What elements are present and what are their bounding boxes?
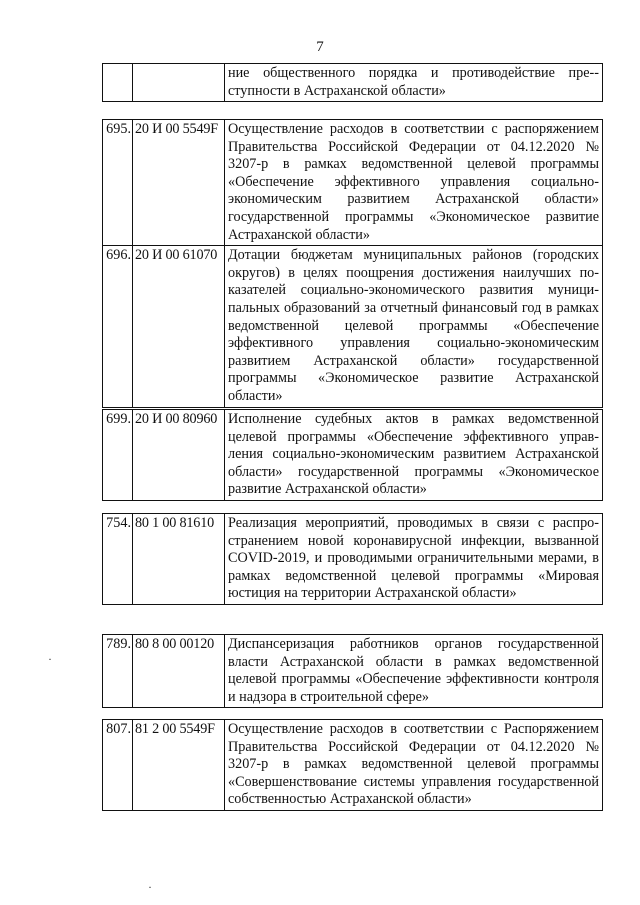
table-row bbox=[103, 514, 603, 605]
row-description: Дотации бюджетам муниципальных районов (городских округов) в целях поощрения достижения наилучших показателей социально-экономического развития муниципальных образований за отчетный финансовый год в рамках ведомственной целевой программы «Обеспечение эффективного управления социально-экономическим развитием Астраханской области» государственной программы «Экономическое развитие Астраханской области» bbox=[225, 246, 603, 407]
row-code: 20 И 00 61070 bbox=[133, 246, 225, 407]
table-row bbox=[103, 635, 603, 708]
scan-speck: · bbox=[48, 652, 52, 666]
row-code: 80 8 00 00120 bbox=[133, 635, 225, 708]
row-description: Исполнение судебных актов в рамках ведомственной целевой программы «Обеспечение эффективного управления социально-экономическим развитием Астраханской области» государственной программы «Экономическое развитие Астраханской области» bbox=[225, 410, 603, 501]
page-number: 7 bbox=[316, 39, 324, 55]
row-description: Осуществление расходов в соответствии с распоряжением Правительства Российской Федерации от 04.12.2020 № 3207-р в рамках ведомственной целевой программы «Обеспечение эффективного управления социально-экономическим развитием Астраханской области» государственной программы «Экономическое развитие Астраханской области» bbox=[225, 120, 603, 246]
table-fragment-4 bbox=[102, 513, 603, 605]
row-description: Диспансеризация работников органов государственной власти Астраханской области в рамках ведомственной целевой программы «Обеспечение эффективности контроля и надзора в строительной сфере» bbox=[225, 635, 603, 708]
row-code: 20 И 00 5549F bbox=[133, 120, 225, 246]
table-row bbox=[103, 120, 603, 246]
table-fragment-3 bbox=[102, 409, 603, 501]
row-number: 754. bbox=[103, 514, 133, 605]
table-row bbox=[103, 720, 603, 811]
row-description: Реализация мероприятий, проводимых в связи с распространением новой коронавирусной инфекции, вызванной COVID-2019, и проводимыми ограничительными мерами, в рамках ведомственной целевой программы «Мировая юстиция на территории Астраханской области» bbox=[225, 514, 603, 605]
row-code: 20 И 00 80960 bbox=[133, 410, 225, 501]
table-row bbox=[103, 246, 603, 407]
row-number: 695. bbox=[103, 120, 133, 246]
table-row bbox=[103, 64, 603, 102]
table-fragment-1 bbox=[102, 63, 603, 102]
table-fragment-2 bbox=[102, 119, 603, 408]
table-fragment-6 bbox=[102, 719, 603, 811]
scan-speck: · bbox=[148, 880, 152, 894]
row-code: 81 2 00 5549F bbox=[133, 720, 225, 811]
row-code bbox=[133, 64, 225, 102]
row-number: 696. bbox=[103, 246, 133, 407]
row-number: 807. bbox=[103, 720, 133, 811]
row-description: ние общественного порядка и противодействие пре-ступности в Астраханской области» bbox=[225, 64, 603, 102]
row-number: 699. bbox=[103, 410, 133, 501]
row-code: 80 1 00 81610 bbox=[133, 514, 225, 605]
row-number bbox=[103, 64, 133, 102]
row-description: Осуществление расходов в соответствии с Распоряжением Правительства Российской Федерации от 04.12.2020 № 3207-р в рамках ведомственной целевой программы «Совершенствование системы управления государственной собственностью Астраханской области» bbox=[225, 720, 603, 811]
table-row bbox=[103, 410, 603, 501]
row-number: 789. bbox=[103, 635, 133, 708]
table-fragment-5 bbox=[102, 634, 603, 708]
